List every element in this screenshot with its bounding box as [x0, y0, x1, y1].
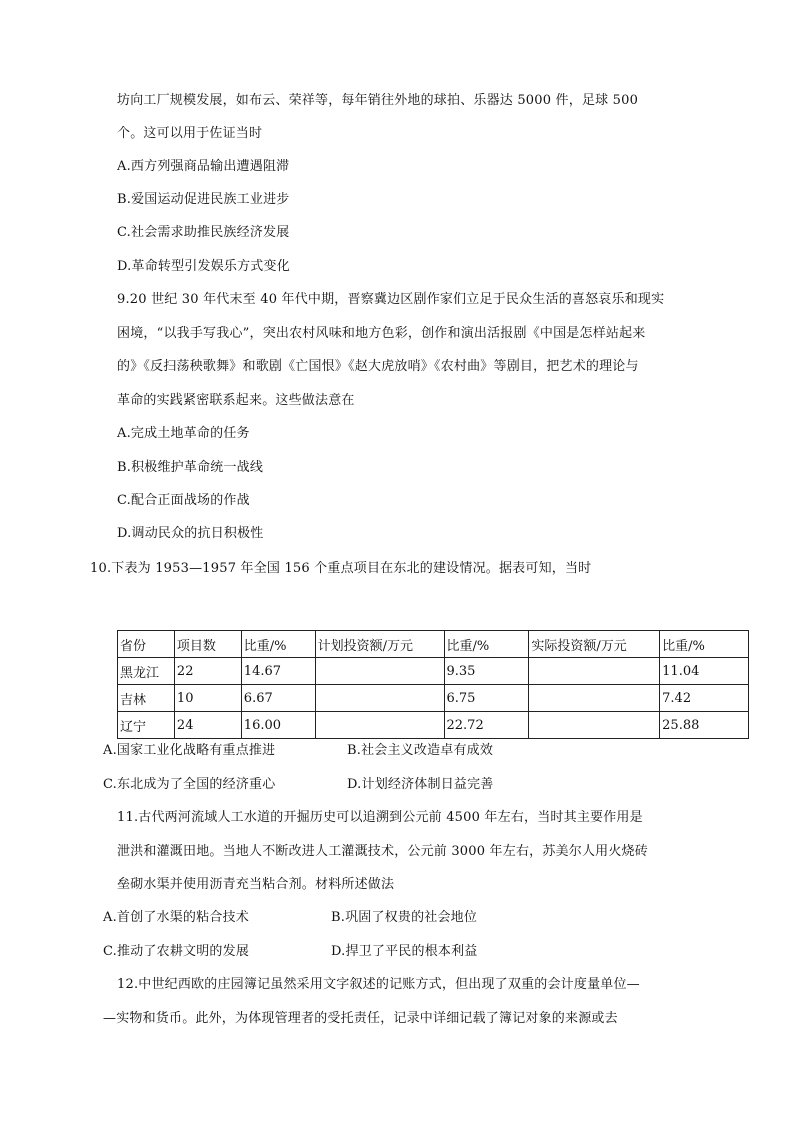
- q10-data-table: [117, 630, 749, 739]
- q9-stem-line-3: 的》《反扫荡秧歌舞》和歌剧《亡国恨》《赵大虎放哨》《农村曲》等剧目，把艺术的理论与: [117, 359, 639, 374]
- q12-stem-line-2: —实物和货币。此外，为体现管理者的受托责任，记录中详细记载了簿记对象的来源或去: [103, 1011, 618, 1026]
- q12-stem-line-1: 12.中世纪西欧的庄园簿记虽然采用文字叙述的记账方式，但出现了双重的会计度量单位—: [117, 977, 640, 992]
- q10-option-c: C.东北成为了全国的经济重心: [103, 777, 276, 792]
- table-cell: 14.67: [241, 658, 315, 685]
- q9-stem-line-1: 9.20 世纪 30 年代末至 40 年代中期，晋察冀边区剧作家们立足于民众生活的喜怒哀乐和现实: [117, 292, 665, 307]
- q9-stem-line-2: 困境，“以我手写我心”，突出农村风味和地方色彩，创作和演出活报剧《中国是怎样站起来: [117, 326, 646, 341]
- table-cell: 11.04: [660, 658, 749, 685]
- table-header-cell: 比重/%: [444, 631, 529, 658]
- table-cell: 7.42: [660, 685, 749, 712]
- q11-option-b: B.巩固了权贵的社会地位: [331, 910, 478, 925]
- table-header-cell: 比重/%: [660, 631, 749, 658]
- table-header-row: [118, 631, 749, 658]
- table-cell: 16.00: [241, 712, 315, 739]
- q8-stem-line-1: 坊向工厂规模发展，如布云、荣祥等，每年销往外地的球拍、乐器达 5000 件，足球 500: [117, 93, 639, 108]
- q8-stem-line-2: 个。这可以用于佐证当时: [117, 126, 263, 141]
- table-cell: [529, 712, 660, 739]
- q8-option-a: A.西方列强商品输出遭遇阻滞: [117, 159, 290, 174]
- table-header-cell: 计划投资额/万元: [315, 631, 444, 658]
- q11-option-a: A.首创了水渠的粘合技术: [103, 910, 249, 925]
- table-cell: 25.88: [660, 712, 749, 739]
- q10-stem: 10.下表为 1953—1957 年全国 156 个重点项目在东北的建设情况。据表可知，当时: [90, 561, 592, 576]
- table-cell: 9.35: [444, 658, 529, 685]
- table-cell: 6.67: [241, 685, 315, 712]
- q9-option-b: B.积极维护革命统一战线: [117, 460, 264, 475]
- table-row: [118, 712, 749, 739]
- table-cell: [315, 685, 444, 712]
- table-header-cell: 实际投资额/万元: [529, 631, 660, 658]
- table-cell: 22.72: [444, 712, 529, 739]
- table-header-cell: 省份: [118, 631, 175, 658]
- table-row: [118, 658, 749, 685]
- q9-option-a: A.完成土地革命的任务: [117, 426, 250, 441]
- q8-option-b: B.爱国运动促进民族工业进步: [117, 192, 290, 207]
- table-cell: 黑龙江: [118, 658, 175, 685]
- q11-option-d: D.捍卫了平民的根本利益: [331, 944, 478, 959]
- q11-stem-line-3: 垒砌水渠并使用沥青充当粘合剂。材料所述做法: [117, 877, 395, 892]
- table-row: [118, 685, 749, 712]
- q10-option-a: A.国家工业化战略有重点推进: [103, 743, 276, 758]
- q9-option-d: D.调动民众的抗日积极性: [117, 526, 264, 541]
- table-cell: [315, 658, 444, 685]
- q10-option-d: D.计划经济体制日益完善: [347, 777, 494, 792]
- q11-stem-line-1: 11.古代两河流域人工水道的开掘历史可以追溯到公元前 4500 年左右，当时其主要作用是: [117, 810, 643, 825]
- table-header-cell: 比重/%: [241, 631, 315, 658]
- q11-option-c: C.推动了农耕文明的发展: [103, 944, 250, 959]
- table-cell: 辽宁: [118, 712, 175, 739]
- table-cell: [529, 685, 660, 712]
- q8-option-c: C.社会需求助推民族经济发展: [117, 225, 290, 240]
- table-cell: 6.75: [444, 685, 529, 712]
- table-cell: 22: [174, 658, 241, 685]
- table-cell: 24: [174, 712, 241, 739]
- table-cell: [529, 658, 660, 685]
- table-cell: 吉林: [118, 685, 175, 712]
- table-cell: 10: [174, 685, 241, 712]
- table-header-cell: 项目数: [174, 631, 241, 658]
- table-cell: [315, 712, 444, 739]
- q9-stem-line-4: 革命的实践紧密联系起来。这些做法意在: [117, 393, 355, 408]
- q10-option-b: B.社会主义改造卓有成效: [347, 743, 494, 758]
- q11-stem-line-2: 泄洪和灌溉田地。当地人不断改进人工灌溉技术，公元前 3000 年左右，苏美尔人用火烧砖: [117, 844, 648, 859]
- q9-option-c: C.配合正面战场的作战: [117, 493, 250, 508]
- q8-option-d: D.革命转型引发娱乐方式变化: [117, 259, 290, 274]
